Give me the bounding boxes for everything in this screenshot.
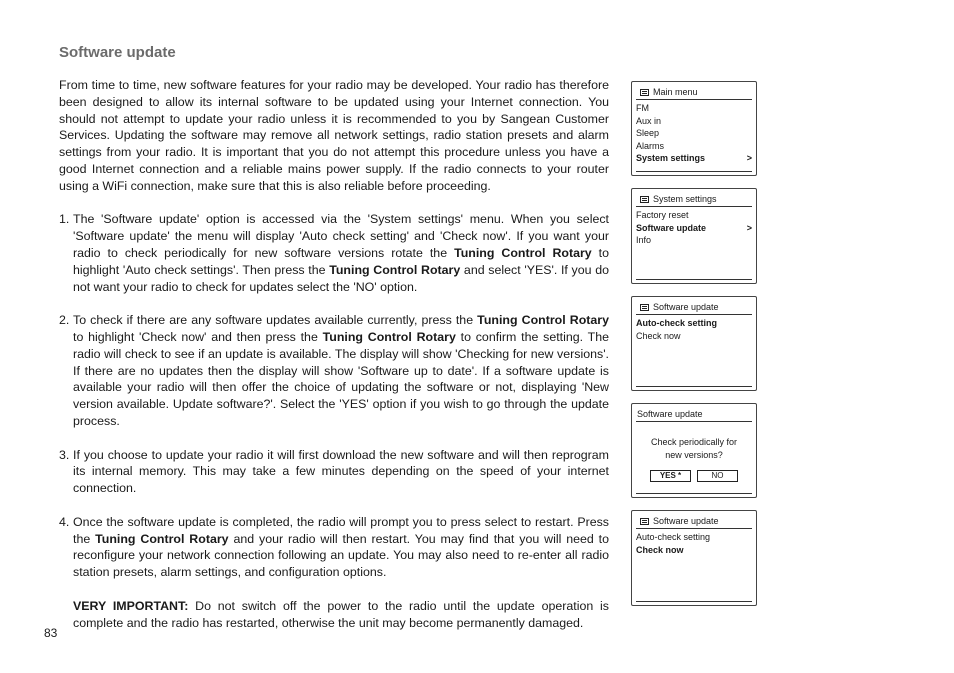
menu-icon — [640, 304, 649, 311]
lcd-software-update-check — [631, 510, 757, 606]
menu-item-fm: FM — [636, 103, 649, 113]
menu-item-check-now: Check now — [636, 330, 681, 341]
step-4: 4. Once the software update is completed, the radio will prompt you to press select to restart. Press the Tuning Control Rotary and your radio will then restart. You may find that you will need to reconfigure your network connection following an update. You may also need to re-enter all radio station presets, alarm settings, and configuration options. — [59, 514, 610, 580]
menu-item-auto-check: Auto-check setting — [636, 318, 718, 328]
step-2: 2. To check if there are any software updates available currently, press the Tuning Control Rotary to highlight 'Check now' and then press the Tuning Control Rotary to confirm the setting. The radio will check to see if an update is available. The display will show 'Checking for new versions'. If there are no updates then the display will show 'Software up to date'. If a software update is available your radio will then offer the choice of updating the software or not, displaying 'New version available. Update software?'. Select the 'YES' option if you wish to go through the update process. — [59, 313, 609, 428]
instructions-body — [59, 77, 609, 631]
menu-item-sleep: Sleep — [636, 128, 660, 139]
arrow-right-icon: > — [746, 153, 752, 164]
step-3: 3. If you choose to update your radio it will first download the new software and will then reprogram its internal memory. This may take a few minutes depending on the speed of your internet connection. — [59, 447, 609, 496]
step-number: 2. — [59, 313, 70, 328]
lcd-main-menu — [631, 81, 757, 176]
lcd-header: Software update — [636, 408, 752, 422]
page-number: 83 — [44, 626, 58, 640]
page-title: Software update — [59, 44, 176, 61]
lcd-system-settings — [631, 188, 757, 284]
menu-icon — [640, 196, 649, 203]
menu-item-auto-check: Auto-check setting — [636, 532, 711, 542]
menu-icon — [640, 518, 649, 525]
step-1: 1. The 'Software update' option is accessed via the 'System settings' menu. When you select 'Software update' the menu will display 'Auto check setting' and 'Check now'. If you want your radio to check periodically for new software versions rotate the Tuning Control Rotary to highlight 'Auto check settings'. Then press the Tuning Control Rotary and select 'YES'. If you do not want your radio to check for updates select the 'NO' option. — [59, 212, 610, 294]
lcd-auto-check-dialog — [631, 403, 757, 498]
lcd-software-update-auto — [631, 296, 757, 391]
menu-item-system-settings: System settings > — [636, 153, 752, 164]
dialog-message: Check periodically for new versions? — [650, 437, 738, 460]
menu-item-software-update: Software update > — [636, 222, 752, 233]
menu-item-info: Info — [636, 235, 652, 246]
intro-paragraph: From time to time, new software features for your radio may be developed. Your radio has therefore been designed to allow its internal software to be updated using your Internet connection. You should not attempt to update your radio unless it is recommended to you by Sangean Customer Services. Updating the software may remove all network settings, radio station presets and alarm settings from your radio. It is important that you do not attempt this procedure unless you have a good Internet connection and a reliable mains power supply. If the radio connects to your router using a WiFi connection, make sure that this is also reliable before proceeding. — [59, 78, 609, 193]
lcd-header: Main menu — [636, 86, 752, 100]
yes-option: YES * — [650, 470, 691, 482]
lcd-header: Software update — [636, 301, 752, 315]
step-number: 4. — [59, 514, 70, 529]
menu-item-factory-reset: Factory reset — [636, 210, 689, 220]
menu-icon — [640, 89, 649, 96]
arrow-right-icon: > — [746, 222, 752, 233]
step-number: 1. — [59, 212, 70, 227]
warning-label: VERY IMPORTANT: — [73, 598, 189, 613]
no-option: NO — [697, 470, 738, 482]
menu-item-check-now: Check now — [636, 544, 684, 555]
lcd-header: System settings — [636, 193, 752, 207]
warning-note: VERY IMPORTANT: Do not switch off the power to the radio until the update operation is complete and the radio has restarted, otherwise the unit may become permanently damaged. — [73, 598, 609, 630]
menu-item-alarms: Alarms — [636, 140, 665, 151]
step-number: 3. — [59, 447, 70, 462]
lcd-header: Software update — [636, 515, 752, 529]
menu-item-aux-in: Aux in — [636, 115, 662, 126]
